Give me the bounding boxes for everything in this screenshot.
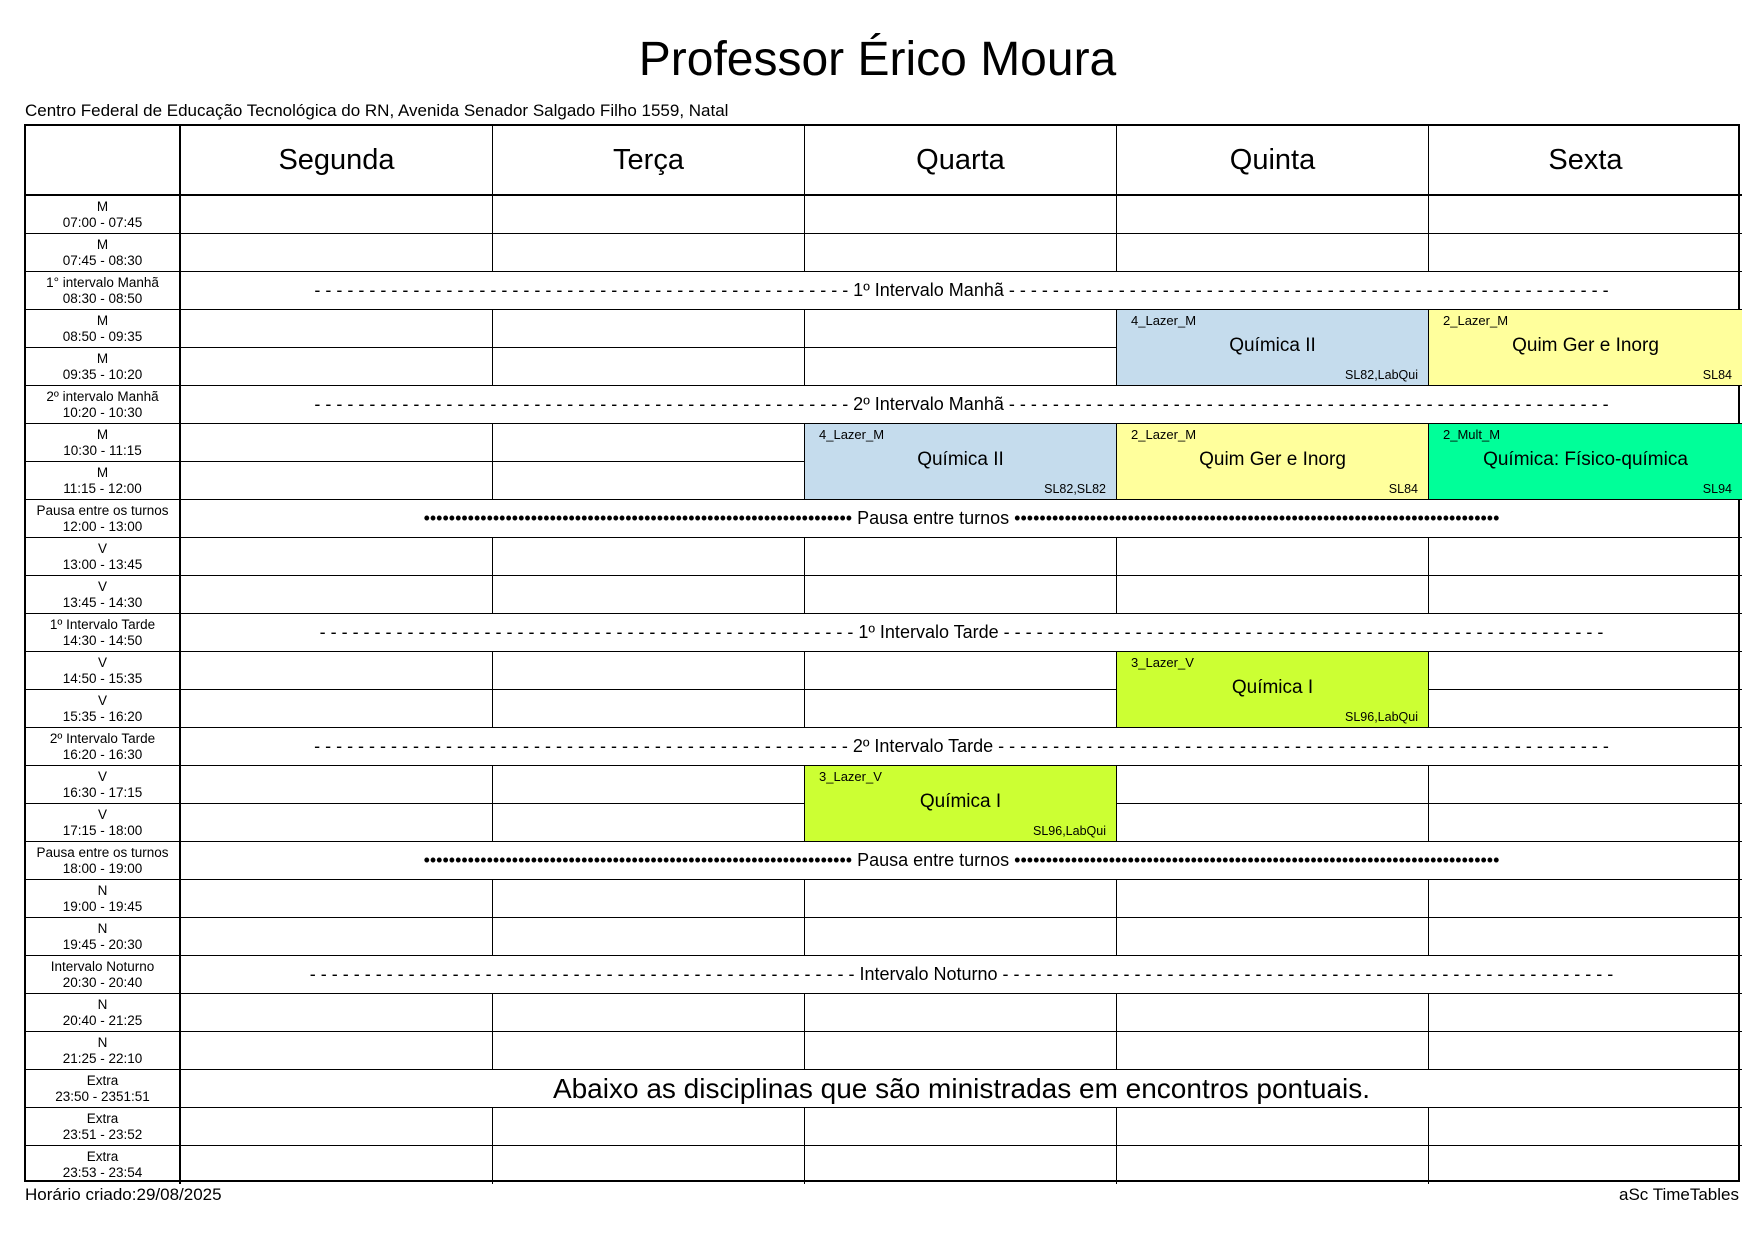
brand-label: aSc TimeTables <box>1619 1185 1739 1204</box>
empty-slot[interactable] <box>1117 880 1429 918</box>
empty-slot[interactable] <box>181 310 493 348</box>
day-header: Quarta <box>805 126 1117 196</box>
day-header: Sexta <box>1429 126 1742 196</box>
period-label <box>26 956 181 994</box>
empty-slot[interactable] <box>493 310 805 348</box>
lesson-subject: Química I <box>1231 677 1314 698</box>
period-label <box>26 1146 181 1184</box>
empty-slot[interactable] <box>493 576 805 614</box>
period-time: 23:53 - 23:54 <box>62 1165 143 1180</box>
period-time: 16:30 - 17:15 <box>62 784 143 800</box>
empty-slot[interactable] <box>805 538 1117 576</box>
period-time: 20:30 - 20:40 <box>62 974 143 990</box>
period-label <box>26 538 181 576</box>
empty-slot[interactable] <box>805 348 1117 386</box>
lesson-subject: Química II <box>917 449 1004 470</box>
period-label <box>26 310 181 348</box>
empty-slot[interactable] <box>1117 538 1429 576</box>
empty-slot[interactable] <box>1429 1146 1742 1184</box>
period-name: N <box>97 1034 108 1050</box>
period-name: Extra <box>86 1072 119 1088</box>
period-time: 21:25 - 22:10 <box>62 1050 143 1066</box>
empty-slot[interactable] <box>493 424 805 462</box>
lesson-group: 2_Lazer_M <box>1443 313 1509 328</box>
period-name: V <box>97 768 107 784</box>
empty-slot[interactable] <box>805 918 1117 956</box>
period-name: M <box>96 198 109 214</box>
empty-slot[interactable] <box>805 690 1117 728</box>
empty-slot[interactable] <box>1117 1146 1429 1184</box>
empty-slot[interactable] <box>181 880 493 918</box>
period-time: 12:00 - 13:00 <box>62 518 143 534</box>
lesson-room: SL82,SL82 <box>1044 482 1106 496</box>
period-name: 1° intervalo Manhã <box>46 274 159 290</box>
period-name: Pausa entre os turnos <box>36 844 169 860</box>
empty-slot[interactable] <box>181 234 493 272</box>
lesson-group: 4_Lazer_M <box>1131 313 1197 328</box>
period-label <box>26 348 181 386</box>
empty-slot[interactable] <box>181 348 493 386</box>
period-name: N <box>97 996 108 1012</box>
empty-slot[interactable] <box>181 652 493 690</box>
empty-slot[interactable] <box>1429 234 1742 272</box>
period-name: V <box>97 654 107 670</box>
period-name: Extra <box>86 1149 119 1164</box>
period-label <box>26 652 181 690</box>
lesson-card[interactable] <box>1117 310 1429 386</box>
lesson-subject: Quim Ger e Inorg <box>1199 449 1346 470</box>
period-label <box>26 1032 181 1070</box>
empty-slot[interactable] <box>1117 804 1429 842</box>
empty-slot[interactable] <box>1429 538 1742 576</box>
empty-slot[interactable] <box>493 1146 805 1184</box>
period-name: V <box>97 806 107 822</box>
period-time: 11:15 - 12:00 <box>63 480 142 496</box>
empty-slot[interactable] <box>493 462 805 500</box>
period-label <box>26 272 181 310</box>
period-time: 19:45 - 20:30 <box>62 936 143 952</box>
empty-slot[interactable] <box>493 196 805 234</box>
empty-slot[interactable] <box>1429 994 1742 1032</box>
period-name: N <box>97 920 108 936</box>
period-time: 18:00 - 19:00 <box>62 860 143 876</box>
empty-slot[interactable] <box>493 918 805 956</box>
period-label <box>26 234 181 272</box>
lesson-room: SL94 <box>1702 482 1732 496</box>
empty-slot[interactable] <box>493 994 805 1032</box>
empty-slot[interactable] <box>181 576 493 614</box>
period-time: 19:00 - 19:45 <box>62 898 143 914</box>
period-name: M <box>96 426 109 442</box>
lesson-card[interactable] <box>1117 424 1429 500</box>
school-address: Centro Federal de Educação Tecnológica do RN, Avenida Senador Salgado Filho 1559, Natal <box>25 101 729 120</box>
empty-slot[interactable] <box>493 348 805 386</box>
empty-slot[interactable] <box>493 652 805 690</box>
empty-slot[interactable] <box>1429 766 1742 804</box>
period-label <box>26 728 181 766</box>
lesson-room: SL96,LabQui <box>1033 824 1106 838</box>
period-time: 15:35 - 16:20 <box>62 708 143 724</box>
period-name: V <box>97 692 107 708</box>
empty-slot[interactable] <box>493 234 805 272</box>
period-time: 23:50 - 2351:51 <box>55 1088 150 1104</box>
period-time: 10:20 - 10:30 <box>62 404 143 420</box>
empty-slot[interactable] <box>1117 766 1429 804</box>
empty-slot[interactable] <box>181 1032 493 1070</box>
empty-slot[interactable] <box>1429 690 1742 728</box>
day-header: Terça <box>493 126 805 196</box>
period-time: 14:50 - 15:35 <box>62 670 143 686</box>
empty-slot[interactable] <box>181 1108 493 1146</box>
empty-slot[interactable] <box>805 1108 1117 1146</box>
period-label <box>26 196 181 234</box>
period-name: Extra <box>86 1110 119 1126</box>
period-name: M <box>96 236 109 252</box>
empty-slot[interactable] <box>181 538 493 576</box>
period-name: 2º intervalo Manhã <box>46 388 159 404</box>
period-name: Intervalo Noturno <box>50 958 155 974</box>
empty-slot[interactable] <box>493 880 805 918</box>
break-band: - - - - - - - - - - - - - - - - - - - - - - - - - - - - - - - - - - - - - - - - - - - - - - - - - - Intervalo Noturno - - - - - - - - - - - - - - - - - - - - - - - - - - - - - - - - - - - - - - - - - - - - - - - - - - - - - - - - <box>181 956 1742 994</box>
period-time: 08:50 - 09:35 <box>62 328 143 344</box>
lesson-group: 3_Lazer_V <box>819 769 882 784</box>
empty-slot[interactable] <box>181 918 493 956</box>
lesson-group: 4_Lazer_M <box>819 427 885 442</box>
period-label <box>26 804 181 842</box>
period-label <box>26 690 181 728</box>
empty-slot[interactable] <box>805 576 1117 614</box>
break-band: - - - - - - - - - - - - - - - - - - - - - - - - - - - - - - - - - - - - - - - - - - - - - - - - - 1º Intervalo Manhã - - - - - - - - - - - - - - - - - - - - - - - - - - - - - - - - - - - - - - - - - - - - - - - - - - - - - - - <box>181 272 1742 310</box>
empty-slot[interactable] <box>1429 1108 1742 1146</box>
period-label <box>26 424 181 462</box>
empty-slot[interactable] <box>181 462 493 500</box>
empty-slot[interactable] <box>493 1032 805 1070</box>
period-label <box>26 576 181 614</box>
page-title: Professor Érico Moura <box>638 33 1117 86</box>
period-label <box>26 842 181 880</box>
lesson-subject: Química I <box>919 791 1002 812</box>
period-name: 2º Intervalo Tarde <box>49 730 156 746</box>
empty-slot[interactable] <box>1429 804 1742 842</box>
period-time: 07:45 - 08:30 <box>62 252 143 268</box>
lesson-room: SL82,LabQui <box>1345 368 1418 382</box>
period-time: 13:00 - 13:45 <box>62 556 143 572</box>
lesson-card[interactable] <box>1429 424 1742 500</box>
period-name: M <box>96 464 109 480</box>
lesson-card[interactable] <box>1117 652 1429 728</box>
empty-slot[interactable] <box>1117 994 1429 1032</box>
period-name: N <box>97 882 108 898</box>
period-time: 23:51 - 23:52 <box>62 1126 143 1142</box>
empty-slot[interactable] <box>805 994 1117 1032</box>
period-name: M <box>96 312 109 328</box>
created-date: Horário criado:29/08/2025 <box>25 1185 222 1204</box>
period-label <box>26 994 181 1032</box>
empty-slot[interactable] <box>1429 652 1742 690</box>
break-band: •••••••••••••••••••••••••••••••••••••••••••••••••••••••••••••••••••• Pausa entre turnos ••••••••••••••••••••••••••••••••••••••••••••••••••••••••••••••••••••••••••••• <box>181 842 1742 880</box>
period-time: 13:45 - 14:30 <box>62 594 143 610</box>
empty-slot[interactable] <box>805 880 1117 918</box>
period-label <box>26 766 181 804</box>
empty-slot[interactable] <box>181 804 493 842</box>
lesson-group: 2_Mult_M <box>1443 427 1501 442</box>
period-name: 1º Intervalo Tarde <box>49 616 156 632</box>
empty-slot[interactable] <box>493 1108 805 1146</box>
lesson-room: SL84 <box>1388 482 1418 496</box>
period-name: V <box>97 540 107 556</box>
lesson-card[interactable] <box>1429 310 1742 386</box>
empty-slot[interactable] <box>805 1032 1117 1070</box>
break-band: - - - - - - - - - - - - - - - - - - - - - - - - - - - - - - - - - - - - - - - - - - - - - - - - - 2º Intervalo Tarde - - - - - - - - - - - - - - - - - - - - - - - - - - - - - - - - - - - - - - - - - - - - - - - - - - - - - - - - <box>181 728 1742 766</box>
period-time: 14:30 - 14:50 <box>62 632 143 648</box>
period-label <box>26 386 181 424</box>
empty-slot[interactable] <box>805 652 1117 690</box>
day-header: Quinta <box>1117 126 1429 196</box>
period-time: 07:00 - 07:45 <box>62 214 143 230</box>
empty-slot[interactable] <box>1117 576 1429 614</box>
empty-slot[interactable] <box>1429 196 1742 234</box>
empty-slot[interactable] <box>493 690 805 728</box>
empty-slot[interactable] <box>1429 576 1742 614</box>
empty-slot[interactable] <box>1429 880 1742 918</box>
break-band: Abaixo as disciplinas que são ministradas em encontros pontuais. <box>181 1070 1742 1108</box>
empty-slot[interactable] <box>181 994 493 1032</box>
day-header: Segunda <box>181 126 493 196</box>
period-label <box>26 918 181 956</box>
break-band: - - - - - - - - - - - - - - - - - - - - - - - - - - - - - - - - - - - - - - - - - - - - - - - - - 1º Intervalo Tarde - - - - - - - - - - - - - - - - - - - - - - - - - - - - - - - - - - - - - - - - - - - - - - - - - - - - - - - <box>181 614 1742 652</box>
period-time: 16:20 - 16:30 <box>62 746 143 762</box>
lesson-subject: Química II <box>1229 335 1316 356</box>
period-label <box>26 880 181 918</box>
period-label <box>26 1108 181 1146</box>
lesson-room: SL84 <box>1702 368 1732 382</box>
empty-slot[interactable] <box>181 196 493 234</box>
empty-slot[interactable] <box>805 310 1117 348</box>
period-time: 10:30 - 11:15 <box>63 442 142 458</box>
empty-slot[interactable] <box>1117 918 1429 956</box>
empty-slot[interactable] <box>493 766 805 804</box>
lesson-subject: Quim Ger e Inorg <box>1512 335 1659 356</box>
timetable-grid <box>24 124 1740 1182</box>
empty-slot[interactable] <box>805 1146 1117 1184</box>
empty-slot[interactable] <box>181 1146 493 1184</box>
empty-slot[interactable] <box>1429 1032 1742 1070</box>
empty-slot[interactable] <box>493 538 805 576</box>
empty-slot[interactable] <box>805 234 1117 272</box>
break-band: - - - - - - - - - - - - - - - - - - - - - - - - - - - - - - - - - - - - - - - - - - - - - - - - - 2º Intervalo Manhã - - - - - - - - - - - - - - - - - - - - - - - - - - - - - - - - - - - - - - - - - - - - - - - - - - - - - - - <box>181 386 1742 424</box>
period-time: 17:15 - 18:00 <box>62 822 143 838</box>
empty-slot[interactable] <box>181 424 493 462</box>
period-name: M <box>96 350 109 366</box>
period-label <box>26 462 181 500</box>
empty-slot[interactable] <box>181 766 493 804</box>
empty-slot[interactable] <box>1117 1108 1429 1146</box>
period-name: Pausa entre os turnos <box>36 502 169 518</box>
period-time: 20:40 - 21:25 <box>62 1012 143 1028</box>
corner-cell <box>26 126 181 196</box>
lesson-card[interactable] <box>805 424 1117 500</box>
period-time: 09:35 - 10:20 <box>62 366 143 382</box>
period-label <box>26 1070 181 1108</box>
break-band: •••••••••••••••••••••••••••••••••••••••••••••••••••••••••••••••••••• Pausa entre turnos ••••••••••••••••••••••••••••••••••••••••••••••••••••••••••••••••••••••••••••• <box>181 500 1742 538</box>
empty-slot[interactable] <box>1117 196 1429 234</box>
empty-slot[interactable] <box>1429 918 1742 956</box>
period-label <box>26 500 181 538</box>
empty-slot[interactable] <box>1117 1032 1429 1070</box>
period-name: V <box>97 578 107 594</box>
empty-slot[interactable] <box>1117 234 1429 272</box>
lesson-card[interactable] <box>805 766 1117 842</box>
period-time: 08:30 - 08:50 <box>62 290 143 306</box>
empty-slot[interactable] <box>805 196 1117 234</box>
lesson-group: 2_Lazer_M <box>1131 427 1197 442</box>
empty-slot[interactable] <box>493 804 805 842</box>
lesson-room: SL96,LabQui <box>1345 710 1418 724</box>
lesson-subject: Química: Físico-química <box>1483 449 1688 470</box>
empty-slot[interactable] <box>181 690 493 728</box>
lesson-group: 3_Lazer_V <box>1131 655 1194 670</box>
period-label <box>26 614 181 652</box>
